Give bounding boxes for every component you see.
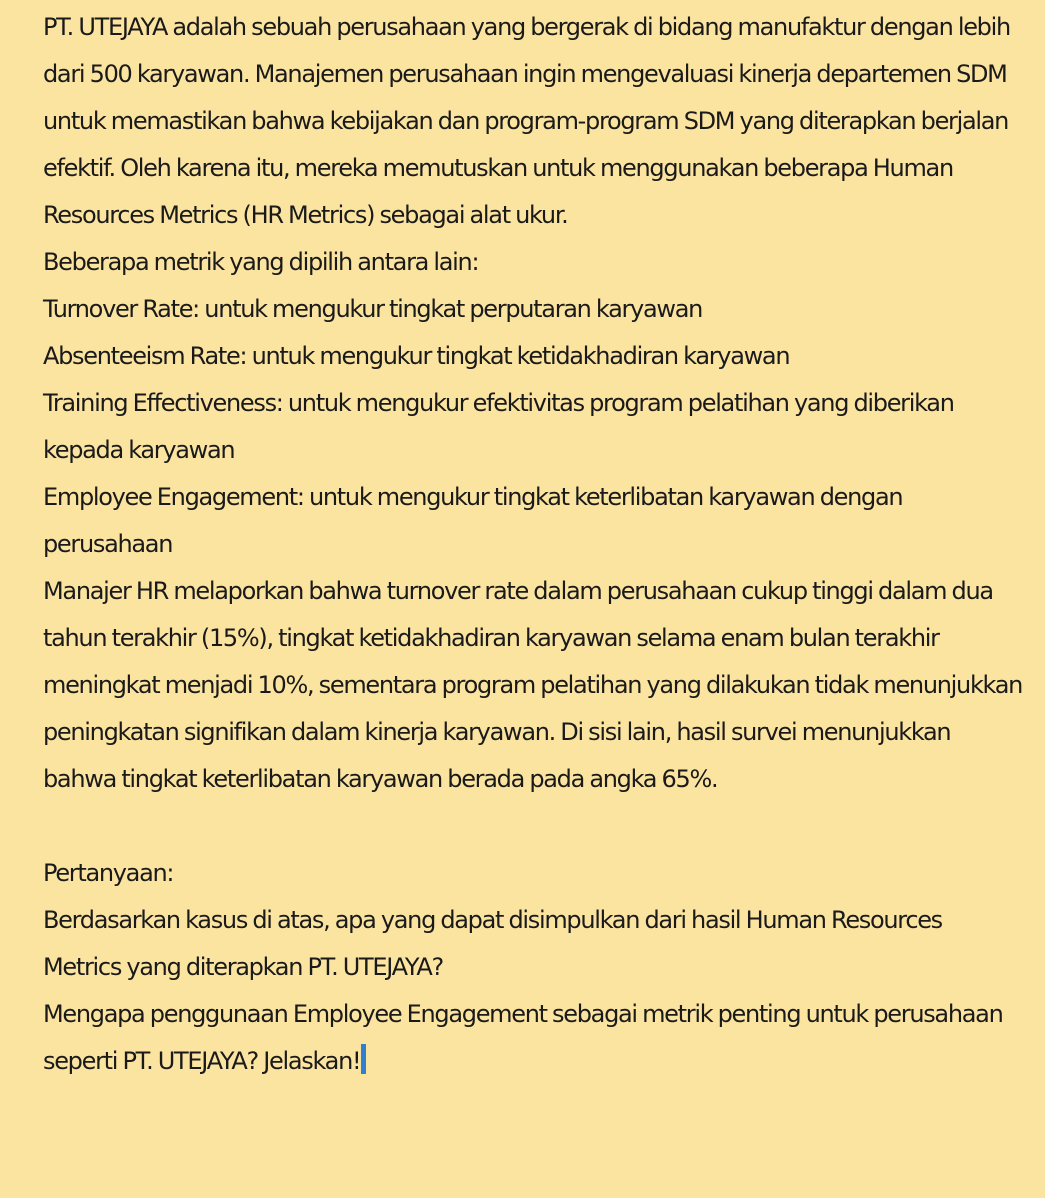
metric-absenteeism-rate: Absenteeism Rate: untuk mengukur tingkat ketidakhadiran karyawan xyxy=(43,342,790,370)
hr-report-paragraph: Manajer HR melaporkan bahwa turnover rate dalam perusahaan cukup tinggi dalam dua tahun terakhir (15%), tingkat ketidakhadiran karyawan selama enam bulan terakhir meningkat menjadi 10%, sementara program pelatihan yang dilakukan tidak menunjukkan peningkatan signifikan dalam kinerja karyawan. Di sisi lain, hasil survei menunjukkan bahwa tingkat keterlibatan karyawan berada pada angka 65%. xyxy=(43,577,1023,793)
metric-training-effectiveness: Training Effectiveness: untuk mengukur efektivitas program pelatihan yang diberikan kepada karyawan xyxy=(43,389,954,464)
question-two xyxy=(43,991,1025,1085)
text-cursor xyxy=(361,1044,366,1074)
question-one: Berdasarkan kasus di atas, apa yang dapat disimpulkan dari hasil Human Resources Metrics yang diterapkan PT. UTEJAYA? xyxy=(43,906,942,981)
questions-heading: Pertanyaan: xyxy=(43,859,174,887)
blank-line xyxy=(43,803,1025,850)
metric-turnover-rate: Turnover Rate: untuk mengukur tingkat perputaran karyawan xyxy=(43,295,703,323)
question-two-text: Mengapa penggunaan Employee Engagement sebagai metrik penting untuk perusahaan seperti PT. UTEJAYA? Jelaskan! xyxy=(43,1000,1003,1075)
metrics-intro-line: Beberapa metrik yang dipilih antara lain: xyxy=(43,248,479,276)
metric-employee-engagement: Employee Engagement: untuk mengukur tingkat keterlibatan karyawan dengan perusahaan xyxy=(43,483,903,558)
case-intro-paragraph: PT. UTEJAYA adalah sebuah perusahaan yang bergerak di bidang manufaktur dengan lebih dari 500 karyawan. Manajemen perusahaan ingin mengevaluasi kinerja departemen SDM untuk memastikan bahwa kebijakan dan program-program SDM yang diterapkan berjalan efektif. Oleh karena itu, mereka memutuskan untuk menggunakan beberapa Human Resources Metrics (HR Metrics) sebagai alat ukur. xyxy=(43,13,1010,229)
